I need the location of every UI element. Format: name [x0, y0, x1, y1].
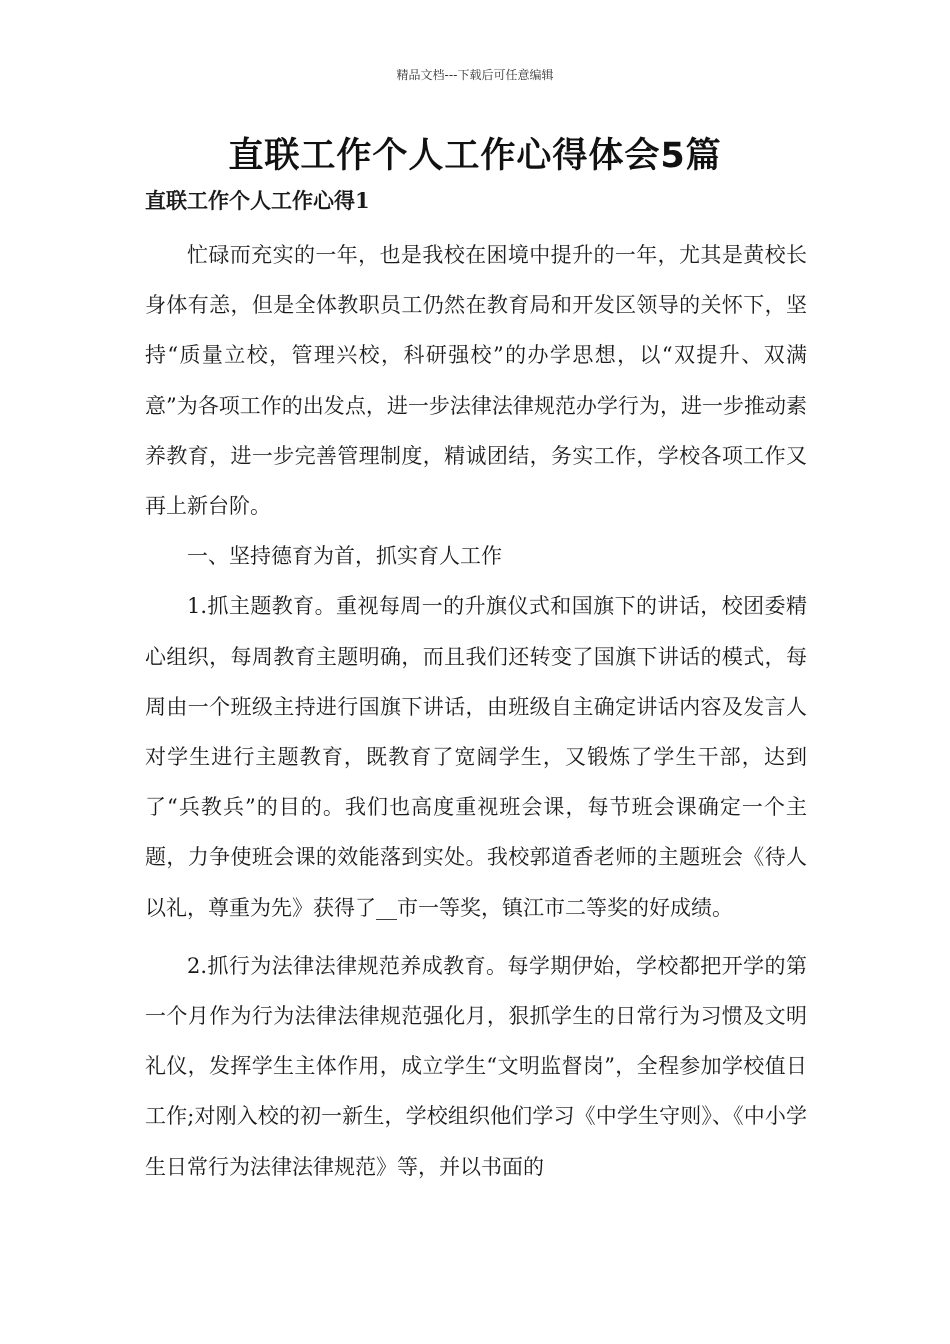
paragraph-intro: 忙碌而充实的一年，也是我校在困境中提升的一年，尤其是黄校长身体有恙，但是全体教职员工仍然在教育局和开发区领导的关怀下，坚持“质量立校，管理兴校，科研强校”的办学思想，以“双提升、双满意”为各项工作的出发点，进一步法律法律规范办学行为，进一步推动素养教育，进一步完善管理制度，精诚团结，务实工作，学校各项工作又再上新台阶。: [145, 243, 807, 519]
paragraph-behavior-education: 2.抓行为法律法律规范养成教育。每学期伊始，学校都把开学的第一个月作为行为法律法律规范强化月，狠抓学生的日常行为习惯及文明礼仪，发挥学生主体作用，成立学生“文明监督岗”，全程参加学校值日工作;对刚入校的初一新生，学校组织他们学习《中学生守则》、《中小学生日常行为法律法律规范》等，并以书面的: [145, 953, 807, 1179]
document-title: 直联工作个人工作心得体会5篇: [228, 136, 722, 176]
paragraph-subheading: 一、坚持德育为首，抓实育人工作: [187, 544, 502, 569]
header-note: 精品文档---下载后可任意编辑: [396, 68, 554, 82]
section-heading: 直联工作个人工作心得1: [145, 188, 370, 213]
document-body: [145, 230, 807, 1192]
paragraph-theme-education: 1.抓主题教育。重视每周一的升旗仪式和国旗下的讲话，校团委精心组织，每周教育主题明确，而且我们还转变了国旗下讲话的模式，每周由一个班级主持进行国旗下讲话，由班级自主确定讲话内容及发言人对学生进行主题教育，既教育了宽阔学生，又锻炼了学生干部，达到了“兵教兵”的目的。我们也高度重视班会课，每节班会课确定一个主题，力争使班会课的效能落到实处。我校郭道香老师的主题班会《待人以礼，尊重为先》获得了__市一等奖，镇江市二等奖的好成绩。: [145, 594, 807, 920]
